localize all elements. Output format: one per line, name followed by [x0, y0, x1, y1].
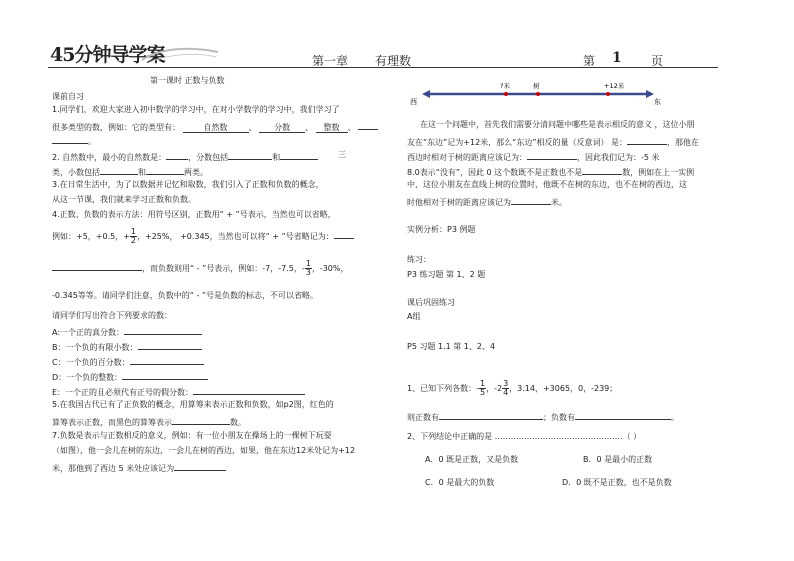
q1-dot: 。 — [88, 137, 96, 146]
ex1-blank-negative — [575, 410, 671, 420]
q4-text-c2: ，-30%， — [311, 264, 349, 273]
q7-text: 米，那他到了西边 5 米处应该记为 — [52, 464, 175, 473]
q1-answer-1-text: 自然数 — [203, 123, 228, 132]
req-d — [52, 370, 208, 383]
q4-line3 — [52, 260, 349, 277]
req-b — [52, 340, 202, 353]
q1-blank-5 — [52, 134, 88, 144]
q7-line3 — [52, 461, 226, 474]
q5-text-end: 数。 — [230, 418, 246, 427]
point-west — [504, 92, 508, 96]
q1-blank-4 — [358, 120, 378, 130]
p1-blank-1 — [627, 135, 667, 145]
q1-text: 很多类型的数，例如：它的类型有： — [52, 123, 180, 132]
lesson-title: 第一课时 正数与负数 — [150, 76, 225, 85]
consolidate-title: 课后巩固练习 — [407, 298, 455, 307]
req-d-blank — [122, 370, 208, 380]
chapter-title: 有理数 — [375, 54, 412, 68]
req-c-text: C：一个负的百分数： — [52, 358, 130, 367]
q4-line5: 请同学们写出符合下列要求的数： — [52, 311, 172, 320]
example-analysis: 实例分析：P3 例题 — [407, 225, 476, 234]
page-label-pre: 第 — [583, 54, 596, 68]
fraction-three-quarters-numerator: 3 — [503, 379, 509, 388]
q5-line1: 5.在我国古代已有了正负数的概念，用算筹来表示正数和负数，如p2图，红色的 — [52, 400, 334, 409]
q2-line2 — [52, 165, 208, 178]
ex1-text-b: ，-2 — [486, 384, 503, 393]
fraction-half-denominator: 2 — [130, 236, 137, 245]
q1-line1: 1.同学们，欢迎大家进入初中数学的学习中，在对小学数学的学习中，我们学习了 — [52, 105, 340, 114]
fraction-third-numerator: 1 — [305, 259, 311, 268]
q1-answer-3 — [316, 123, 348, 133]
ex2-question: 2、下列结论中正确的是 …………………………………………（ ） — [407, 432, 642, 441]
q5-blank — [172, 415, 230, 425]
q2-line1 — [52, 150, 318, 163]
fraction-three-quarters-denominator: 4 — [503, 388, 509, 397]
q5-text: 算筹表示正数，而黑色的算筹表示 — [52, 418, 172, 427]
p1-text-c2: ，因此我们记为：-5 米 — [577, 153, 660, 162]
option-b: B．0 是最小的正数 — [583, 455, 653, 464]
q2-text-e: 类，小数包括 — [52, 168, 100, 177]
q2-blank-2 — [228, 150, 272, 160]
req-d-text: D：一个负的整数： — [52, 373, 123, 382]
p1-text-c1: 西边时相对于树的距离应该记为： — [407, 153, 527, 162]
page-number: 1 — [612, 50, 622, 66]
req-a-text: A:一个正的真分数： — [52, 328, 125, 337]
q2-blank-1 — [166, 150, 188, 160]
p1-text-b1: 友在“东边”记为+12米，那么“东边”相反的量（反意词） 是： — [407, 138, 628, 147]
east-mark-label: +12米 — [604, 82, 625, 90]
group-a: A组 — [407, 312, 421, 321]
number-line-diagram — [408, 80, 668, 108]
req-b-text: B：一个负的有限小数： — [52, 343, 138, 352]
q7-line2: （如图），他一会儿在树的东边，一会儿在树的西边，如果，他在东边12米处记为+12 — [52, 446, 356, 455]
p2-line2: 中，这位小朋友在直线上树的位置时，他既不在树的东边，也不在树的西边，这 — [407, 180, 687, 189]
q4-text-b1: 例如：+5，+0.5，+ — [52, 232, 130, 241]
p1-line2 — [407, 135, 699, 148]
ex1-blank-positive — [439, 410, 543, 420]
p2-line1 — [407, 165, 694, 178]
q2-text: 2. 自然数中，最小的自然数是： — [52, 153, 167, 162]
q2-text-g: 两类。 — [184, 168, 208, 177]
req-c-blank — [130, 355, 204, 365]
point-east — [606, 92, 610, 96]
ex1-line1 — [407, 380, 617, 397]
ex1-text-c: ，3.14，+3065，0，-239； — [509, 384, 618, 393]
brand-swoosh-icon — [140, 44, 220, 64]
q7-blank — [174, 461, 226, 471]
p2-text-a1: 8.0表示“没有”，因此 0 这个数既不是正数也不是 — [407, 168, 583, 177]
q7-line1: 7.负数是表示与正数相反的意义，例如：有一位小朋友在操场上的一棵树下玩耍 — [52, 431, 332, 440]
option-a: A．0 既是正数，又是负数 — [425, 455, 519, 464]
west-label: 西 — [410, 98, 417, 106]
ex1-text-a: 1、已知下列各数：- — [407, 384, 479, 393]
ex1-text-d: 则正数有 — [407, 413, 439, 422]
chapter-label: 第一章 — [312, 54, 349, 68]
q4-line1: 4.正数、负数的表示方法：用符号区别，正数用“ + ”号表示，当然也可以省略， — [52, 210, 336, 219]
p2-text-c2: 米。 — [551, 198, 567, 207]
practice-items: P3 练习题 第 1、2 题 — [407, 270, 486, 279]
p2-blank-2 — [511, 195, 551, 205]
q1-line3 — [52, 134, 96, 147]
q5-line2 — [52, 415, 246, 428]
req-a — [52, 325, 202, 338]
q4-line4: -0.345等等。请同学们注意，负数中的“ - ”号是负数的标志，不可以省略。 — [52, 291, 319, 300]
req-a-blank — [124, 325, 202, 335]
p2-blank-1 — [582, 165, 622, 175]
p1-blank-2 — [527, 150, 577, 160]
q2-text-c: 和 — [272, 153, 281, 162]
req-c — [52, 355, 204, 368]
q2-blank-3 — [280, 150, 318, 160]
req-e-blank — [193, 385, 305, 395]
practice-title: 练习： — [407, 255, 431, 264]
p2-text-c1: 时他相对于树的距离应该记为 — [407, 198, 511, 207]
brand-logo-text: 45分钟导学案 — [50, 44, 165, 66]
q4-line2 — [52, 228, 354, 245]
req-e — [52, 385, 305, 398]
exercise-ref: P5 习题 1.1 第 1、2、4 — [407, 342, 496, 351]
q1-answer-1 — [183, 123, 249, 133]
req-b-blank — [138, 340, 202, 350]
q2-blank-4 — [100, 165, 138, 175]
page-label-post: 页 — [651, 54, 664, 68]
east-label: 东 — [654, 98, 661, 106]
p1-text-b2: ，那他在 — [667, 138, 700, 147]
q2-line1-end: 三 — [338, 150, 346, 159]
section-pre-study: 课前自习 — [52, 92, 84, 101]
p1-line1: 在这一个问题中，首先我们需要分清问题中哪些是表示相反的意义 ，这位小朋 — [420, 120, 695, 129]
header-rule — [48, 67, 718, 68]
fraction-one-fifth-denominator: 5 — [479, 388, 486, 397]
fraction-half-numerator: 1 — [130, 227, 137, 236]
q2-text-b: ，分数包括 — [188, 153, 229, 162]
q2-blank-5 — [146, 165, 184, 175]
option-d: D．0 既不是正数，也不是负数 — [562, 478, 672, 487]
p1-line3 — [407, 150, 660, 163]
option-c: C．0 是最大的负数 — [425, 478, 495, 487]
fraction-third-denominator: 3 — [305, 268, 311, 277]
point-tree — [536, 92, 540, 96]
fraction-one-fifth-numerator: 1 — [479, 379, 486, 388]
q1-line2: 很多类型的数，例如：它的类型有： 自然数 、 分数 、 整数 、 — [52, 120, 378, 133]
q4-text-c1: ，而负数则用“ - ”号表示，例如：-7，-7.5，- — [142, 264, 305, 273]
fraction-one-fifth — [479, 380, 486, 397]
ex1-line2 — [407, 410, 679, 423]
req-e-text: E：一个正的且必须代有正号的假分数： — [52, 388, 194, 397]
west-mark-label: ?米 — [500, 82, 510, 90]
q3-line1: 3.在日常生活中，为了以数据并记忆和取数，我们引入了正数和负数的概念， — [52, 180, 324, 189]
q2-text-f: 和 — [138, 168, 146, 177]
q4-blank-1 — [334, 229, 354, 239]
q4-text-b2: ，+25%， +0.345，当然也可以将“ + ”号省略记为： — [137, 232, 334, 241]
east-arrow-icon — [646, 90, 654, 98]
q3-line2: 从这一节课，我们就来学习正数和负数。 — [52, 195, 196, 204]
fraction-half — [130, 228, 137, 245]
q1-answer-2-text: 分数 — [274, 123, 291, 132]
ex1-text-f: 。 — [671, 413, 679, 422]
west-arrow-icon — [422, 90, 430, 98]
q4-blank-2 — [52, 261, 142, 271]
tree-label: 树 — [533, 82, 540, 90]
p2-line3 — [407, 195, 567, 208]
q1-answer-3-text: 整数 — [323, 123, 340, 132]
ex1-text-e: ；负数有 — [543, 413, 575, 422]
p2-text-a2: 数，例如在上一实例 — [622, 168, 695, 177]
fraction-third — [305, 260, 312, 277]
q1-answer-2 — [259, 123, 305, 133]
